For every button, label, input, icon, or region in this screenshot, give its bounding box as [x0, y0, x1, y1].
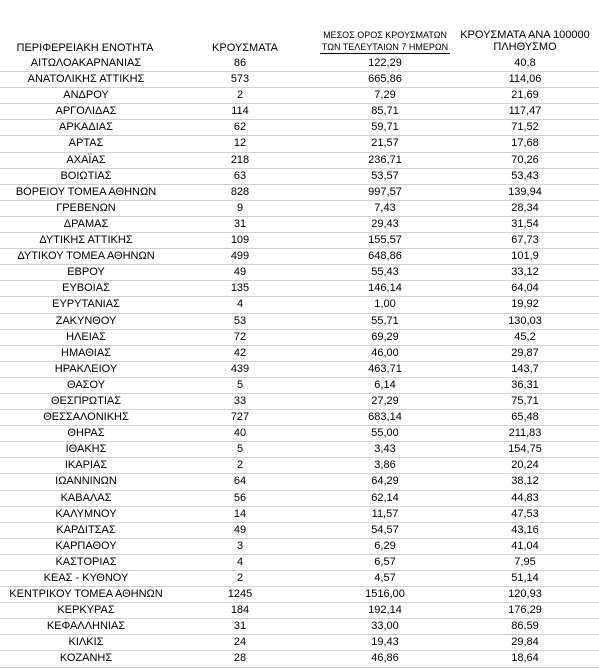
table-row [0, 153, 599, 169]
table-row [0, 635, 599, 651]
header-cases [190, 42, 300, 54]
average-cell: 33,00 [371, 620, 399, 633]
average-cell: 46,86 [371, 652, 399, 665]
table-row [0, 458, 599, 474]
table-row [0, 314, 599, 330]
average-cell: 53,57 [371, 169, 399, 182]
cases-cell: 727 [230, 411, 250, 424]
per-100k-cell: 18,64 [511, 652, 539, 665]
header-per-line2: ΠΛΗΘΥΣΜΟ [493, 41, 557, 53]
table-row [0, 217, 599, 233]
average-cell: 1516,00 [365, 588, 405, 601]
cases-cell: 33 [233, 394, 247, 407]
per-100k-cell: 117,47 [508, 105, 542, 118]
average-cell: 122,29 [368, 57, 402, 69]
cases-cell: 135 [230, 282, 250, 295]
region-cell: ΗΛΕΙΑΣ [66, 330, 106, 343]
average-cell: 665,86 [368, 73, 402, 86]
region-cell: ΕΥΒΟΙΑΣ [62, 282, 110, 295]
header-avg-line1: ΜΕΣΟΣ ΟΡΟΣ ΚΡΟΥΣΜΑΤΩΝ [323, 30, 447, 40]
per-100k-cell: 71,52 [511, 121, 539, 134]
cases-cell: 4 [236, 555, 244, 568]
per-100k-cell: 51,14 [511, 572, 539, 584]
table-row [0, 651, 599, 667]
region-cell: ΚΑΣΤΟΡΙΑΣ [55, 555, 117, 568]
per-100k-cell: 40,8 [514, 57, 536, 69]
table-row [0, 346, 599, 362]
cases-cell: 53 [233, 314, 247, 327]
average-cell: 55,71 [371, 314, 399, 327]
cases-cell: 63 [233, 169, 247, 182]
cases-cell: 1245 [227, 588, 253, 601]
cases-cell: 573 [230, 73, 250, 86]
region-cell: ΘΑΣΟΥ [66, 378, 106, 391]
per-100k-cell: 139,94 [508, 185, 542, 198]
table-row [0, 523, 599, 539]
average-cell: 236,71 [368, 153, 402, 166]
region-cell: ΒΟΡΕΙΟΥ ΤΟΜΕΑ ΑΘΗΝΩΝ [15, 185, 157, 198]
cases-cell: 49 [233, 523, 247, 536]
table-row [0, 619, 599, 635]
table-row [0, 88, 599, 104]
header-region-label: ΠΕΡΙΦΕΡΕΙΑΚΗ ΕΝΟΤΗΤΑ [16, 42, 154, 54]
per-100k-cell: 70,26 [511, 153, 539, 166]
cases-cell: 109 [230, 234, 250, 247]
cases-cell: 72 [233, 330, 247, 343]
region-cell: ΕΥΡΥΤΑΝΙΑΣ [52, 298, 120, 311]
region-cell: ΘΕΣΠΡΩΤΙΑΣ [50, 394, 122, 407]
table-row [0, 571, 599, 587]
table-row [0, 442, 599, 458]
per-100k-cell: 45,2 [514, 330, 536, 343]
table-row [0, 297, 599, 313]
per-100k-cell: 53,43 [511, 169, 539, 182]
region-cell: ΑΙΤΩΛΟΑΚΑΡΝΑΝΙΑΣ [30, 57, 142, 69]
region-cell: ΚΑΛΥΜΝΟΥ [55, 507, 117, 520]
table-row [0, 539, 599, 555]
table-body [0, 56, 599, 668]
cases-cell: 42 [233, 346, 247, 359]
region-cell: ΚΕΡΚΥΡΑΣ [57, 604, 115, 617]
header-per-line1: ΚΡΟΥΣΜΑΤΑ ΑΝΑ 100000 [460, 29, 590, 41]
table-row [0, 72, 599, 88]
per-100k-cell: 31,54 [511, 217, 539, 230]
average-cell: 69,29 [371, 330, 399, 343]
cases-cell: 56 [233, 491, 247, 504]
per-100k-cell: 44,83 [511, 491, 539, 504]
table-row [0, 426, 599, 442]
average-cell: 21,57 [371, 137, 399, 150]
per-100k-cell: 176,29 [508, 604, 542, 617]
average-cell: 46,00 [371, 346, 399, 359]
header-cases-per-100k [445, 29, 599, 53]
average-cell: 4,57 [374, 572, 396, 584]
cases-cell: 86 [233, 57, 247, 69]
table-row [0, 233, 599, 249]
region-cell: ΚΙΛΚΙΣ [68, 636, 104, 649]
cases-cell: 14 [233, 507, 247, 520]
per-100k-cell: 20,24 [511, 459, 539, 472]
average-cell: 192,14 [368, 604, 402, 617]
average-cell: 85,71 [371, 105, 399, 118]
table-row [0, 587, 599, 603]
per-100k-cell: 28,34 [511, 201, 539, 214]
cases-cell: 2 [236, 89, 244, 102]
average-cell: 55,00 [371, 427, 399, 440]
header-avg-line2: ΤΩΝ ΤΕΛΕΥΤΑΙΩΝ 7 ΗΜΕΡΩΝ [321, 42, 449, 52]
cases-cell: 184 [230, 604, 250, 617]
cases-cell: 49 [233, 266, 247, 279]
per-100k-cell: 101,9 [511, 250, 539, 263]
cases-cell: 114 [231, 105, 249, 118]
region-cell: ΙΩΑΝΝΙΝΩΝ [55, 475, 117, 488]
per-100k-cell: 47,53 [511, 507, 539, 520]
per-100k-cell: 86,59 [511, 620, 539, 633]
region-cell: ΑΝΔΡΟΥ [63, 89, 109, 102]
per-100k-cell: 38,12 [511, 475, 539, 488]
average-cell: 997,57 [368, 185, 402, 198]
average-cell: 6,57 [374, 555, 396, 568]
per-100k-cell: 17,68 [511, 137, 539, 150]
region-cell: ΑΧΑΪΑΣ [66, 153, 106, 166]
per-100k-cell: 211,83 [508, 427, 542, 440]
average-cell: 64,29 [371, 475, 399, 488]
table-row [0, 201, 599, 217]
cases-cell: 9 [236, 201, 244, 214]
cases-cell: 62 [233, 121, 247, 134]
table-row [0, 603, 599, 619]
region-cell: ΚΑΒΑΛΑΣ [60, 491, 112, 504]
cases-cell: 3 [236, 539, 244, 552]
per-100k-cell: 67,73 [511, 234, 539, 247]
table-row [0, 507, 599, 523]
cases-cell: 2 [236, 459, 244, 472]
table-row [0, 474, 599, 490]
average-cell: 11,57 [371, 507, 399, 520]
region-cell: ΚΕΝΤΡΙΚΟΥ ΤΟΜΕΑ ΑΘΗΝΩΝ [9, 588, 163, 601]
region-cell: ΚΕΑΣ - ΚΥΘΝΟΥ [43, 572, 129, 584]
average-cell: 155,57 [368, 234, 402, 247]
table-row [0, 185, 599, 201]
cases-cell: 31 [233, 217, 247, 230]
per-100k-cell: 64,04 [511, 282, 539, 295]
table-header [0, 0, 599, 56]
average-cell: 29,43 [371, 217, 399, 230]
cases-cell: 828 [230, 185, 250, 198]
per-100k-cell: 29,84 [511, 636, 539, 649]
table-row [0, 410, 599, 426]
region-cell: ΑΡΤΑΣ [68, 137, 104, 150]
average-cell: 1,00 [374, 298, 396, 311]
table-row [0, 249, 599, 265]
per-100k-cell: 143,7 [511, 362, 539, 375]
cases-cell: 12 [233, 137, 247, 150]
cases-cell: 4 [236, 298, 244, 311]
per-100k-cell: 19,92 [511, 298, 539, 311]
per-100k-cell: 65,48 [511, 411, 539, 424]
per-100k-cell: 7,95 [514, 555, 536, 568]
average-cell: 463,71 [368, 362, 402, 375]
region-cell: ΔΥΤΙΚΗΣ ΑΤΤΙΚΗΣ [39, 234, 133, 247]
region-cell: ΑΝΑΤΟΛΙΚΗΣ ΑΤΤΙΚΗΣ [27, 73, 145, 86]
region-cell: ΘΕΣΣΑΛΟΝΙΚΗΣ [43, 411, 129, 424]
table-row [0, 330, 599, 346]
average-cell: 3,86 [374, 459, 396, 472]
region-cell: ΙΘΑΚΗΣ [65, 443, 107, 456]
per-100k-cell: 21,69 [511, 89, 539, 102]
per-100k-cell: 120,93 [508, 588, 542, 601]
table-row [0, 378, 599, 394]
region-cell: ΚΑΡΔΙΤΣΑΣ [56, 523, 116, 536]
region-cell: ΚΕΦΑΛΛΗΝΙΑΣ [46, 620, 126, 633]
region-cell: ΔΥΤΙΚΟΥ ΤΟΜΕΑ ΑΘΗΝΩΝ [17, 250, 155, 263]
average-cell: 55,43 [371, 266, 399, 279]
cases-cell: 218 [230, 153, 250, 166]
average-cell: 648,86 [368, 250, 402, 263]
per-100k-cell: 29,87 [511, 346, 539, 359]
per-100k-cell: 41,04 [511, 539, 539, 552]
average-cell: 59,71 [371, 121, 399, 134]
region-cell: ΚΑΡΠΑΘΟΥ [55, 539, 117, 552]
region-cell: ΓΡΕΒΕΝΩΝ [56, 201, 116, 214]
average-cell: 683,14 [368, 411, 402, 424]
region-cell: ΑΡΚΑΔΙΑΣ [59, 121, 113, 134]
average-cell: 6,14 [374, 378, 396, 391]
cases-cell: 5 [236, 443, 244, 456]
region-cell: ΑΡΓΟΛΙΔΑΣ [55, 105, 117, 118]
table-row [0, 362, 599, 378]
table-row [0, 394, 599, 410]
average-cell: 7,43 [374, 201, 396, 214]
cases-cell: 40 [233, 427, 247, 440]
average-cell: 62,14 [371, 491, 399, 504]
region-cell: ΔΡΑΜΑΣ [63, 217, 109, 230]
average-cell: 19,43 [371, 636, 399, 649]
cases-cell: 439 [230, 362, 250, 375]
per-100k-cell: 33,12 [511, 266, 539, 279]
header-cases-label: ΚΡΟΥΣΜΑΤΑ [212, 42, 278, 54]
per-100k-cell: 114,06 [508, 73, 542, 86]
region-cell: ΗΜΑΘΙΑΣ [61, 346, 111, 359]
header-region [0, 42, 170, 54]
cases-cell: 64 [233, 475, 247, 488]
per-100k-cell: 36,31 [511, 378, 539, 391]
region-cell: ΚΟΖΑΝΗΣ [59, 652, 113, 665]
region-cell: ΕΒΡΟΥ [67, 266, 105, 279]
cases-cell: 499 [230, 250, 250, 263]
per-100k-cell: 43,16 [511, 523, 539, 536]
average-cell: 27,29 [371, 394, 399, 407]
per-100k-cell: 75,71 [511, 394, 539, 407]
cases-cell: 5 [236, 378, 244, 391]
table-row [0, 56, 599, 72]
table-row [0, 265, 599, 281]
region-cell: ΖΑΚΥΝΘΟΥ [55, 314, 117, 327]
table-row [0, 120, 599, 136]
region-cell: ΒΟΙΩΤΙΑΣ [60, 169, 112, 182]
cases-cell: 2 [236, 572, 244, 584]
table-row [0, 555, 599, 571]
average-cell: 146,14 [368, 282, 402, 295]
cases-cell: 28 [233, 652, 247, 665]
table-row [0, 169, 599, 185]
average-cell: 3,43 [374, 443, 396, 456]
table-row [0, 136, 599, 152]
average-cell: 54,57 [371, 523, 399, 536]
table-row [0, 281, 599, 297]
cases-cell: 24 [233, 636, 247, 649]
region-cell: ΘΗΡΑΣ [67, 427, 105, 440]
average-cell: 7,29 [374, 89, 396, 102]
cases-cell: 31 [233, 620, 247, 633]
average-cell: 6,29 [374, 539, 396, 552]
region-cell: ΙΚΑΡΙΑΣ [64, 459, 108, 472]
region-cell: ΗΡΑΚΛΕΙΟΥ [54, 362, 118, 375]
per-100k-cell: 154,75 [508, 443, 542, 456]
per-100k-cell: 130,03 [508, 314, 542, 327]
table-row [0, 491, 599, 507]
table-row [0, 104, 599, 120]
